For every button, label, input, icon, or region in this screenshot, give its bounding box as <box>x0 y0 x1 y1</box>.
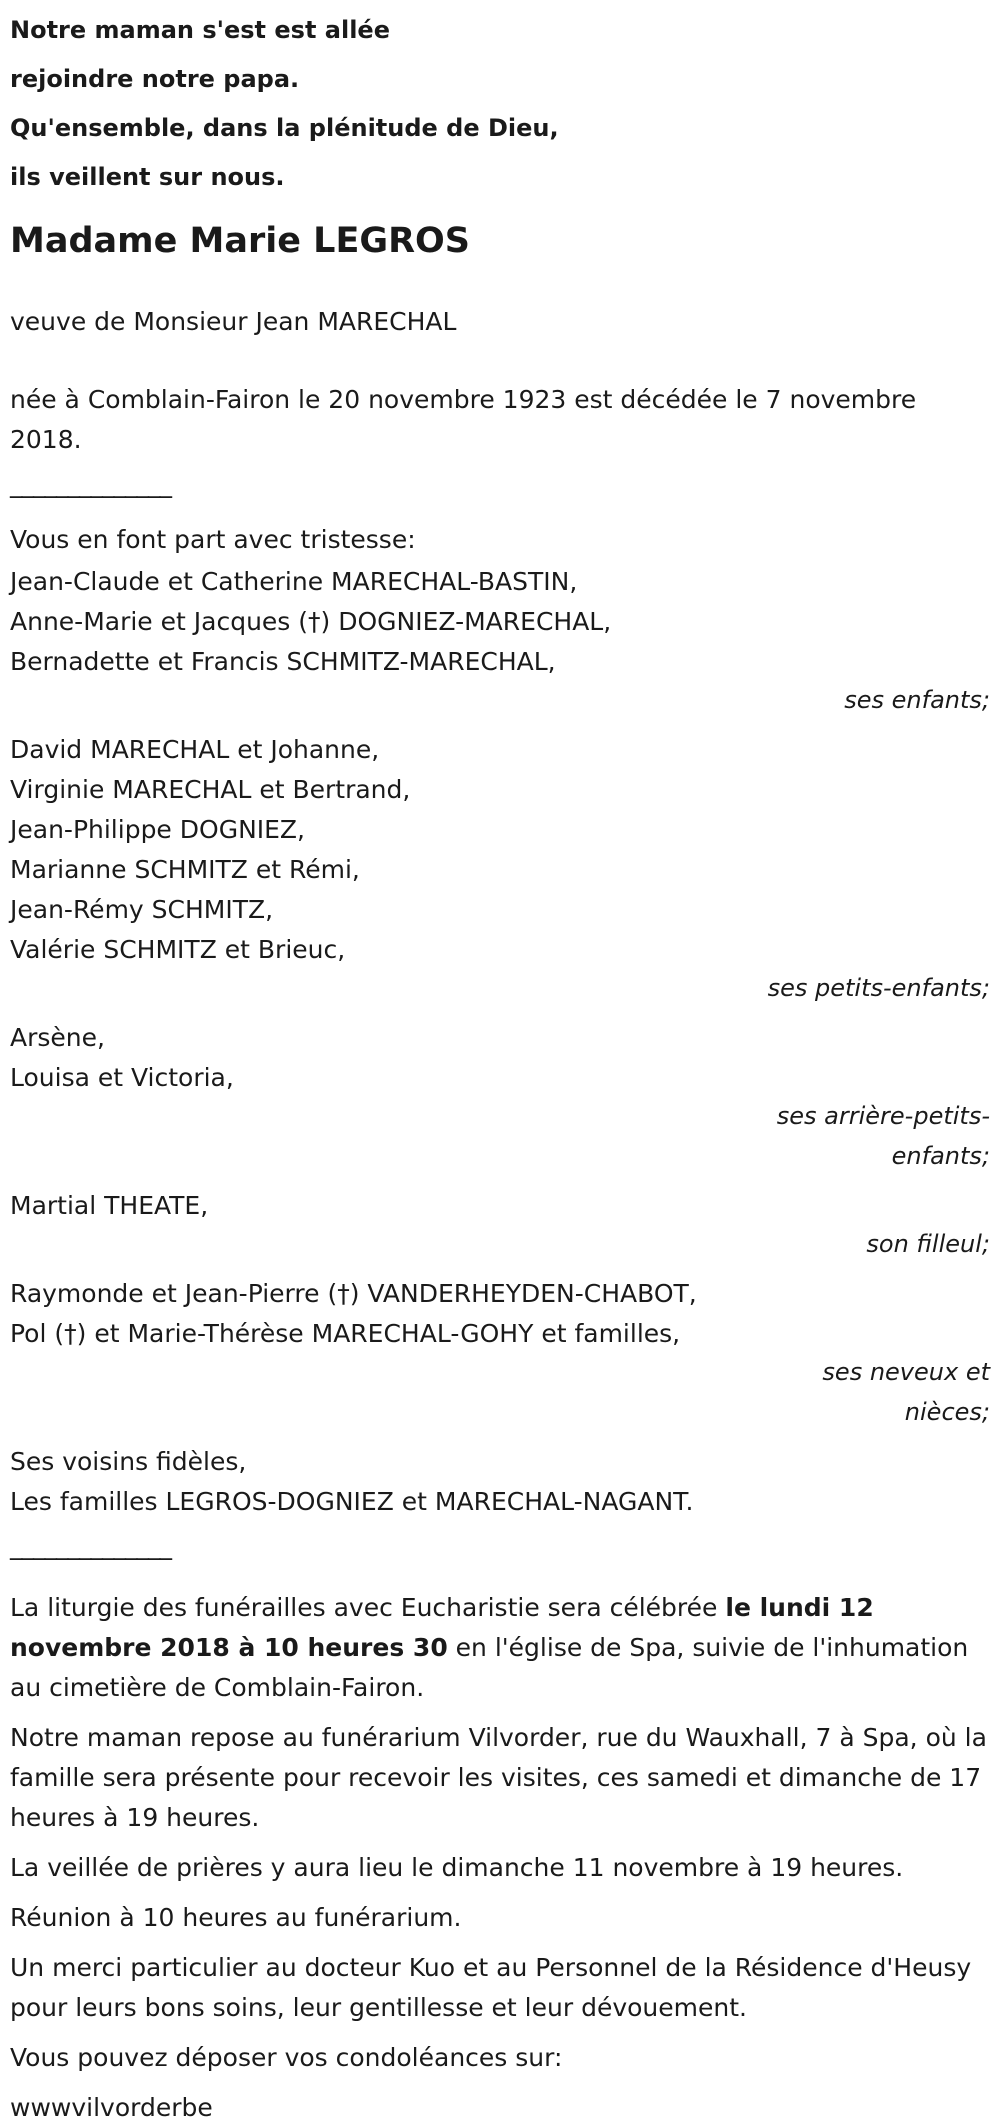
family-line: Anne-Marie et Jacques (†) DOGNIEZ-MARECHAL, <box>10 607 612 636</box>
family-group-children <box>10 562 990 720</box>
family-line: Les familles LEGROS-DOGNIEZ et MARECHAL-NAGANT. <box>10 1487 694 1516</box>
family-line: Jean-Claude et Catherine MARECHAL-BASTIN, <box>10 567 578 596</box>
family-line: Martial THEATE, <box>10 1191 209 1220</box>
liturgy-date: le lundi 12 novembre 2018 à 10 heures 30 <box>10 1593 874 1662</box>
vigil-paragraph: La veillée de prières y aura lieu le dimanche 11 novembre à 19 heures. <box>10 1853 904 1882</box>
family-line: Ses voisins fidèles, <box>10 1447 247 1476</box>
relation-label: ses neveux et nièces; <box>822 1358 990 1426</box>
relation-label: ses arrière-petits-enfants; <box>776 1102 990 1170</box>
condolences-paragraph: Vous pouvez déposer vos condoléances sur: <box>10 2043 563 2072</box>
separator-bottom: ______________ <box>10 1531 171 1560</box>
intro-line-2: rejoindre notre papa. <box>10 65 300 93</box>
intro-line-3: Qu'ensemble, dans la plénitude de Dieu, <box>10 114 559 142</box>
relation-label: ses enfants; <box>844 686 990 714</box>
family-line: Virginie MARECHAL et Bertrand, <box>10 775 411 804</box>
family-group-great-grandchildren <box>10 1018 990 1176</box>
website-link[interactable]: wwwvilvorderbe <box>10 2093 213 2122</box>
thanks-paragraph: Un merci particulier au docteur Kuo et au Personnel de la Résidence d'Heusy pour leurs bons soins, leur gentillesse et leur dévouement. <box>10 1953 972 2022</box>
relation-label: son filleul; <box>866 1230 990 1258</box>
family-line: David MARECHAL et Johanne, <box>10 735 380 764</box>
family-line: Jean-Rémy SCHMITZ, <box>10 895 274 924</box>
intro-line-4: ils veillent sur nous. <box>10 163 285 191</box>
birth-death-line: née à Comblain-Fairon le 20 novembre 1923 est décédée le 7 novembre 2018. <box>10 385 917 454</box>
family-line: Valérie SCHMITZ et Brieuc, <box>10 935 346 964</box>
family-line: Bernadette et Francis SCHMITZ-MARECHAL, <box>10 647 556 676</box>
relation-label: ses petits-enfants; <box>767 974 990 1002</box>
family-line: Louisa et Victoria, <box>10 1063 234 1092</box>
family-group-grandchildren <box>10 730 990 1008</box>
family-group-nephews <box>10 1274 990 1432</box>
family-line: Arsène, <box>10 1023 105 1052</box>
intro-line-1: Notre maman s'est est allée <box>10 16 390 44</box>
widow-line: veuve de Monsieur Jean MARECHAL <box>10 307 457 336</box>
liturgy-text-start: La liturgie des funérailles avec Eucharistie sera célébrée <box>10 1593 726 1622</box>
family-group-neighbours <box>10 1442 990 1522</box>
funeral-details <box>10 1588 990 2128</box>
deceased-name: Madame Marie LEGROS <box>10 221 470 261</box>
meeting-paragraph: Réunion à 10 heures au funérarium. <box>10 1903 462 1932</box>
intro-verse <box>10 0 990 202</box>
family-line: Marianne SCHMITZ et Rémi, <box>10 855 360 884</box>
family-line: Jean-Philippe DOGNIEZ, <box>10 815 306 844</box>
announce-line: Vous en font part avec tristesse: <box>10 525 416 554</box>
separator-top: ______________ <box>10 469 171 498</box>
family-line: Raymonde et Jean-Pierre (†) VANDERHEYDEN-CHABOT, <box>10 1279 697 1308</box>
liturgy-text-end: en l'église de Spa, suivie de l'inhumation au cimetière de Comblain-Fairon. <box>10 1633 969 1702</box>
liturgy-paragraph <box>10 1588 990 1708</box>
family-line: Pol (†) et Marie-Thérèse MARECHAL-GOHY et familles, <box>10 1319 681 1348</box>
rest-paragraph: Notre maman repose au funérarium Vilvorder, rue du Wauxhall, 7 à Spa, où la famille sera présente pour recevoir les visites, ces samedi et dimanche de 17 heures à 19 heures. <box>10 1723 987 1832</box>
family-list <box>10 562 990 1522</box>
family-group-godson <box>10 1186 990 1264</box>
